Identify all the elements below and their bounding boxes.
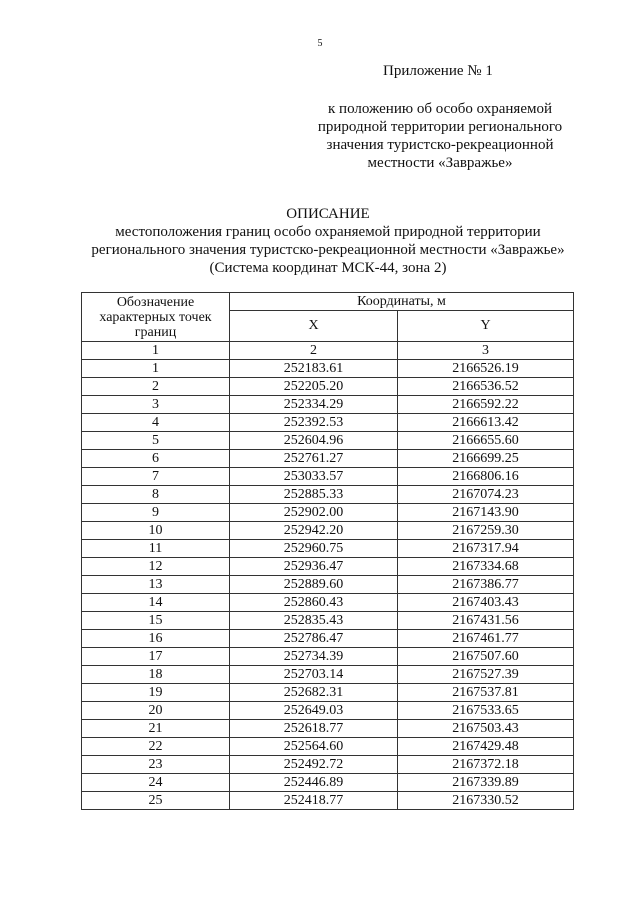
- y-coordinate-cell: 2167330.52: [398, 792, 574, 810]
- y-coordinate-cell: 2167372.18: [398, 756, 574, 774]
- table-row: [82, 558, 574, 576]
- y-coordinate-cell: 2167431.56: [398, 612, 574, 630]
- y-coordinate-cell: 2167429.48: [398, 738, 574, 756]
- x-coordinate-cell: 252392.53: [230, 414, 398, 432]
- table-row: [82, 738, 574, 756]
- appendix-subtitle-line: местности «Завражье»: [367, 155, 513, 171]
- column-number: 2: [230, 342, 398, 360]
- x-coordinate-cell: 252604.96: [230, 432, 398, 450]
- table-row: [82, 612, 574, 630]
- column-number: 1: [82, 342, 230, 360]
- point-number-cell: 5: [82, 432, 230, 450]
- y-coordinate-cell: 2167334.68: [398, 558, 574, 576]
- point-number-cell: 9: [82, 504, 230, 522]
- point-number-cell: 24: [82, 774, 230, 792]
- table-row: [82, 378, 574, 396]
- table-row: [82, 594, 574, 612]
- point-number-cell: 20: [82, 702, 230, 720]
- y-coordinate-cell: 2167317.94: [398, 540, 574, 558]
- x-coordinate-cell: 252649.03: [230, 702, 398, 720]
- point-number-cell: 22: [82, 738, 230, 756]
- appendix-title: Приложение № 1: [383, 63, 493, 79]
- document-heading: [0, 205, 640, 277]
- point-number-cell: 15: [82, 612, 230, 630]
- table-row: [82, 702, 574, 720]
- table-row: [82, 630, 574, 648]
- y-coordinate-cell: 2166806.16: [398, 468, 574, 486]
- x-coordinate-cell: 252205.20: [230, 378, 398, 396]
- point-number-cell: 21: [82, 720, 230, 738]
- appendix-subtitle-line: значения туристско-рекреационной: [326, 137, 554, 153]
- table-row: [82, 666, 574, 684]
- x-coordinate-cell: 252960.75: [230, 540, 398, 558]
- point-number-cell: 1: [82, 360, 230, 378]
- table-row: [82, 774, 574, 792]
- y-coordinate-cell: 2167339.89: [398, 774, 574, 792]
- point-number-cell: 4: [82, 414, 230, 432]
- header-points: Обозначение характерных точек границ: [82, 293, 230, 342]
- x-coordinate-cell: 252618.77: [230, 720, 398, 738]
- y-coordinate-cell: 2167074.23: [398, 486, 574, 504]
- x-coordinate-cell: 252761.27: [230, 450, 398, 468]
- point-number-cell: 11: [82, 540, 230, 558]
- x-coordinate-cell: 252889.60: [230, 576, 398, 594]
- y-coordinate-cell: 2166536.52: [398, 378, 574, 396]
- point-number-cell: 16: [82, 630, 230, 648]
- y-coordinate-cell: 2167527.39: [398, 666, 574, 684]
- table-row: [82, 486, 574, 504]
- table-row: [82, 396, 574, 414]
- point-number-cell: 3: [82, 396, 230, 414]
- table-row: [82, 756, 574, 774]
- y-coordinate-cell: 2166655.60: [398, 432, 574, 450]
- x-coordinate-cell: 252446.89: [230, 774, 398, 792]
- table-row: [82, 522, 574, 540]
- point-number-cell: 19: [82, 684, 230, 702]
- x-coordinate-cell: 252564.60: [230, 738, 398, 756]
- table-row: [82, 432, 574, 450]
- y-coordinate-cell: 2166592.22: [398, 396, 574, 414]
- appendix-subtitle: [300, 100, 580, 172]
- y-coordinate-cell: 2166613.42: [398, 414, 574, 432]
- table-row: [82, 720, 574, 738]
- x-coordinate-cell: 252682.31: [230, 684, 398, 702]
- table-row: [82, 648, 574, 666]
- x-coordinate-cell: 252734.39: [230, 648, 398, 666]
- point-number-cell: 8: [82, 486, 230, 504]
- y-coordinate-cell: 2167537.81: [398, 684, 574, 702]
- x-coordinate-cell: 252936.47: [230, 558, 398, 576]
- x-coordinate-cell: 252860.43: [230, 594, 398, 612]
- table-row: [82, 684, 574, 702]
- header-y: Y: [398, 311, 574, 342]
- table-row: [82, 504, 574, 522]
- y-coordinate-cell: 2167461.77: [398, 630, 574, 648]
- point-number-cell: 12: [82, 558, 230, 576]
- x-coordinate-cell: 252418.77: [230, 792, 398, 810]
- coordinates-table: [81, 292, 574, 810]
- table-row: [82, 360, 574, 378]
- y-coordinate-cell: 2166699.25: [398, 450, 574, 468]
- x-coordinate-cell: 252334.29: [230, 396, 398, 414]
- x-coordinate-cell: 252492.72: [230, 756, 398, 774]
- y-coordinate-cell: 2167386.77: [398, 576, 574, 594]
- page-number: 5: [317, 38, 323, 49]
- x-coordinate-cell: 252703.14: [230, 666, 398, 684]
- point-number-cell: 2: [82, 378, 230, 396]
- table-row: [82, 792, 574, 810]
- point-number-cell: 14: [82, 594, 230, 612]
- point-number-cell: 23: [82, 756, 230, 774]
- x-coordinate-cell: 252942.20: [230, 522, 398, 540]
- appendix-subtitle-line: природной территории регионального: [317, 119, 563, 135]
- header-x: X: [230, 311, 398, 342]
- point-number-cell: 10: [82, 522, 230, 540]
- column-number: 3: [398, 342, 574, 360]
- point-number-cell: 7: [82, 468, 230, 486]
- point-number-cell: 18: [82, 666, 230, 684]
- table-row: [82, 414, 574, 432]
- point-number-cell: 25: [82, 792, 230, 810]
- coordinates-rows: [82, 360, 574, 810]
- y-coordinate-cell: 2167503.43: [398, 720, 574, 738]
- heading-line: регионального значения туристско-рекреационной местности «Завражье»: [91, 242, 565, 258]
- x-coordinate-cell: 252183.61: [230, 360, 398, 378]
- table-row: [82, 576, 574, 594]
- x-coordinate-cell: 252902.00: [230, 504, 398, 522]
- heading-line: местоположения границ особо охраняемой природной территории: [115, 224, 541, 240]
- y-coordinate-cell: 2167143.90: [398, 504, 574, 522]
- point-number-cell: 6: [82, 450, 230, 468]
- table-row: [82, 540, 574, 558]
- x-coordinate-cell: 252885.33: [230, 486, 398, 504]
- x-coordinate-cell: 252835.43: [230, 612, 398, 630]
- appendix-subtitle-line: к положению об особо охраняемой: [328, 101, 552, 117]
- table-row: [82, 468, 574, 486]
- table-row: [82, 450, 574, 468]
- point-number-cell: 13: [82, 576, 230, 594]
- y-coordinate-cell: 2167533.65: [398, 702, 574, 720]
- x-coordinate-cell: 253033.57: [230, 468, 398, 486]
- y-coordinate-cell: 2167507.60: [398, 648, 574, 666]
- y-coordinate-cell: 2167403.43: [398, 594, 574, 612]
- header-coordinates: Координаты, м: [230, 293, 574, 311]
- y-coordinate-cell: 2167259.30: [398, 522, 574, 540]
- point-number-cell: 17: [82, 648, 230, 666]
- y-coordinate-cell: 2166526.19: [398, 360, 574, 378]
- heading-coordinate-system: (Система координат МСК-44, зона 2): [209, 260, 447, 276]
- heading-title: ОПИСАНИЕ: [286, 206, 370, 222]
- x-coordinate-cell: 252786.47: [230, 630, 398, 648]
